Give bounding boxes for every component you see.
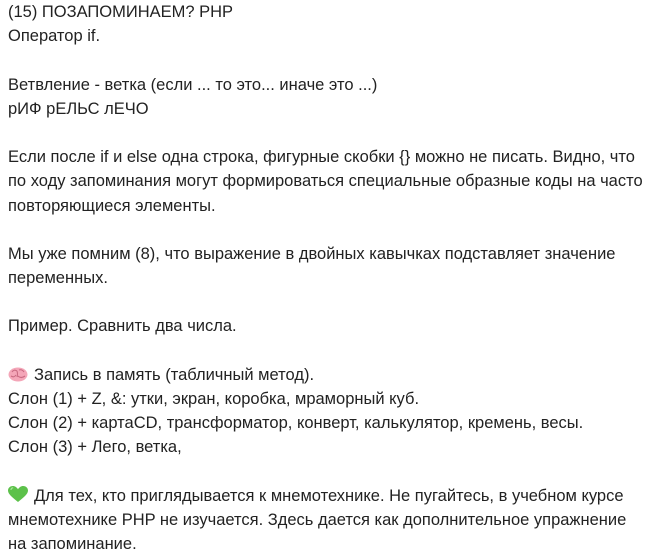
spacer [8, 48, 648, 72]
example-line: Пример. Сравнить два числа. [8, 317, 237, 336]
post-title: (15) ПОЗАПОМИНАЕМ? PHP [8, 3, 234, 21]
paragraph-line: переменных. [8, 269, 108, 288]
note-line: мнемотехнике PHP не изучается. Здесь дается как дополнительное упражнение [8, 510, 627, 529]
paragraph-line: по ходу запоминания могут формироваться специальные образные коды на часто [8, 172, 643, 191]
paragraph-line: Мы уже помним (8), что выражение в двойных кавычках подставляет значение [8, 244, 616, 263]
memory-item: Слон (1) + Z, &: утки, экран, коробка, мраморный куб. [8, 390, 420, 408]
branch-definition: Ветвление - ветка (если ... то это... иначе это ...) [8, 75, 378, 94]
post-text [8, 0, 648, 556]
spacer [8, 460, 648, 484]
post-subtitle: Оператор if. [8, 27, 101, 46]
paragraph-line: Если после if и else одна строка, фигурные скобки {} можно не писать. Видно, что [8, 148, 635, 167]
spacer [8, 121, 648, 145]
spacer [8, 339, 648, 363]
note-line: на запоминание. [8, 535, 137, 554]
paragraph-line: повторяющиеся элементы. [8, 196, 216, 215]
note-line [8, 484, 648, 508]
memory-heading [8, 363, 648, 387]
green-heart-icon [8, 486, 28, 510]
note-text: Для тех, кто приглядывается к мнемотехнике. Не пугайтесь, в учебном курсе [34, 486, 624, 505]
spacer [8, 290, 648, 314]
memory-item: Слон (3) + Лего, ветка, [8, 438, 182, 457]
memory-heading-text: Запись в память (табличный метод). [34, 365, 315, 384]
spacer [8, 218, 648, 242]
brain-icon [8, 365, 28, 389]
branch-mnemonic: рИФ рЕЛЬС лЕЧО [8, 99, 149, 118]
memory-item: Слон (2) + картаCD, трансформатор, конверт, калькулятор, кремень, весы. [8, 414, 584, 433]
